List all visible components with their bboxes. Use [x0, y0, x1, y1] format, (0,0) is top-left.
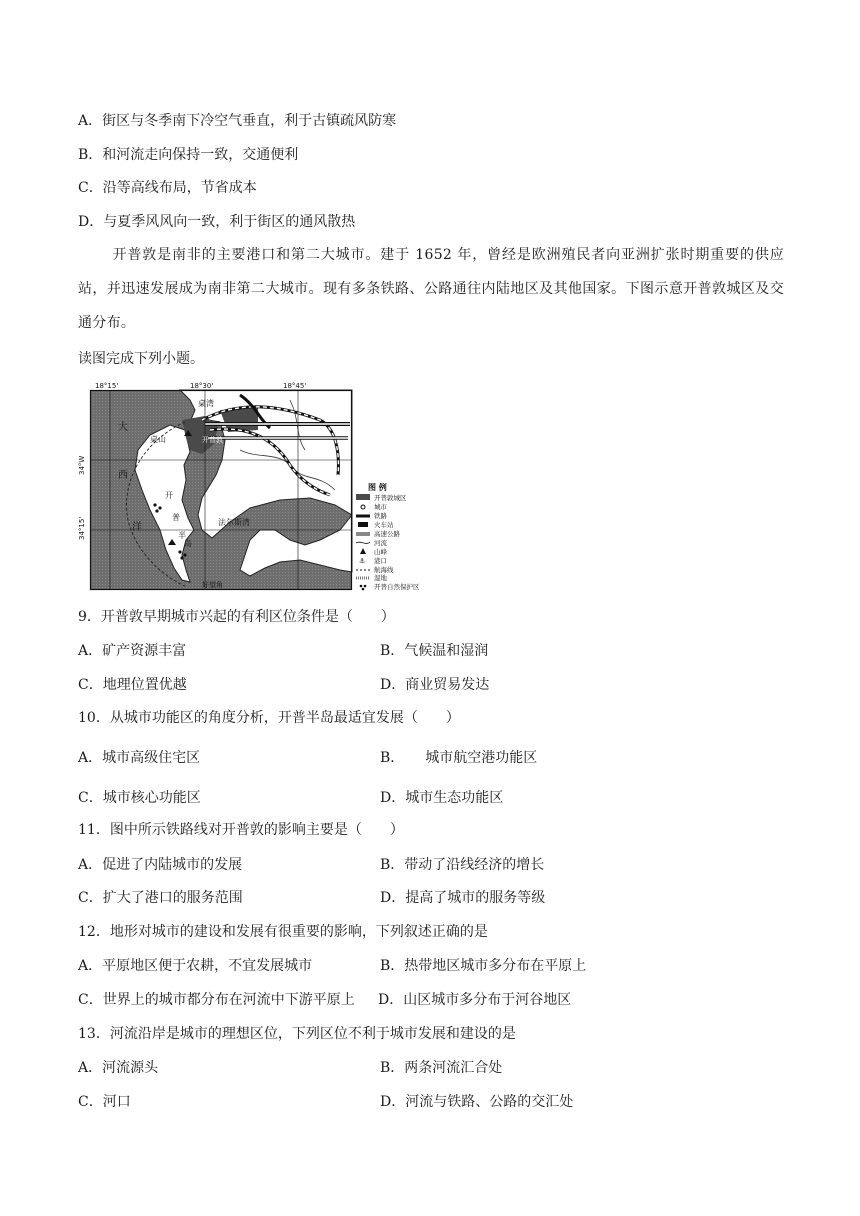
- legend-city: 城市: [374, 503, 387, 511]
- legend-city-area: 开普敦城区: [374, 494, 407, 502]
- legend-port: 港口: [374, 557, 387, 565]
- q10-option-d: D．城市生态功能区: [380, 790, 504, 806]
- legend-reserve: 开普自然保护区: [374, 583, 420, 591]
- label-peninsula-4: 岛: [184, 539, 192, 548]
- q13-stem: 13．河流沿岸是城市的理想区位，下列区位不利于城市发展和建设的是: [78, 1026, 516, 1042]
- label-table-mountain: 桌山: [150, 435, 166, 444]
- label-ocean-3: 洋: [132, 522, 142, 533]
- q10-option-a: A．城市高级住宅区: [78, 750, 201, 766]
- q12-option-a: A．平原地区便于农耕，不宜发展城市: [78, 958, 313, 974]
- q9-option-b: B．气候温和湿润: [380, 643, 489, 659]
- q13-option-b: B．两条河流汇合处: [380, 1060, 503, 1076]
- label-table-bay: 桌湾: [198, 399, 214, 408]
- q13-option-a: A．河流源头: [78, 1060, 159, 1076]
- q10-stem: 10．从城市功能区的角度分析，开普半岛最适宜发展（ ）: [78, 710, 460, 726]
- lat-label-1: 34°W: [78, 455, 86, 475]
- q10-option-c: C．城市核心功能区: [78, 790, 201, 806]
- legend-wetland: 湿地: [374, 574, 387, 582]
- q13-option-d: D．河流与铁路、公路的交汇处: [380, 1094, 574, 1110]
- instruction: 读图完成下列小题。: [78, 351, 204, 367]
- q12-stem: 12．地形对城市的建设和发展有很重要的影响，下列叙述正确的是: [78, 924, 488, 940]
- legend-swatch-reserve: [360, 585, 363, 588]
- legend-swatch-station: [358, 522, 368, 527]
- label-cape-of-good-hope: 好望角: [202, 581, 223, 589]
- label-ocean-1: 大: [118, 422, 128, 433]
- q11-option-a: A．促进了内陆城市的发展: [78, 857, 243, 873]
- label-peninsula-3: 半: [178, 531, 186, 540]
- lat-label-2: 34°15': [78, 516, 86, 540]
- q11-stem: 11．图中所示铁路线对开普敦的影响主要是（ ）: [78, 822, 404, 838]
- q12-option-c: C．世界上的城市都分布在河流中下游平原上: [78, 992, 355, 1008]
- label-false-bay: 法尔斯湾: [218, 518, 250, 527]
- q11-option-c: C．扩大了港口的服务范围: [78, 890, 243, 906]
- passage-text: 开普敦是南非的主要港口和第二大城市。建于 1652 年，曾经是欧洲殖民者向亚洲扩张时期重要的供应站，并迅速发展成为南非第二大城市。现有多条铁路、公路通往内陆地区及其他国家。下图示意开普敦城区及交通分布。: [78, 247, 784, 331]
- label-peninsula-1: 开: [165, 491, 173, 500]
- anchor-icon: ⚓: [359, 557, 366, 565]
- legend-river: 河流: [374, 539, 387, 547]
- q12-option-d: D．山区城市多分布于河谷地区: [378, 992, 572, 1008]
- legend-route: 航海线: [374, 566, 394, 574]
- lon-label-3: 18°45': [283, 382, 307, 390]
- q11-option-d: D．提高了城市的服务等级: [380, 890, 546, 906]
- q9-stem: 9．开普敦早期城市兴起的有利区位条件是（ ）: [78, 609, 395, 625]
- legend-highway: 高速公路: [374, 530, 400, 538]
- q9-option-d: D．商业贸易发达: [380, 677, 490, 693]
- lon-label-2: 18°30': [190, 382, 214, 390]
- q8-option-d: D．与夏季风风向一致，利于街区的通风散热: [78, 214, 356, 230]
- q8-option-c: C．沿等高线布局，节省成本: [78, 180, 257, 196]
- label-ocean-2: 西: [118, 470, 128, 481]
- legend-swatch-city: [361, 505, 365, 509]
- label-peninsula-2: 普: [172, 513, 180, 522]
- legend-railway: 铁路: [374, 512, 387, 520]
- map-legend: [356, 482, 420, 591]
- label-cape-town: 开普敦: [202, 436, 223, 444]
- legend-swatch-peak: [360, 548, 366, 554]
- legend-station: 火车站: [374, 521, 394, 529]
- q13-option-c: C．河口: [78, 1094, 131, 1110]
- passage: [78, 238, 784, 340]
- legend-swatch-river: [356, 542, 370, 543]
- q8-option-b: B．和河流走向保持一致，交通便利: [78, 147, 299, 163]
- legend-peak: 山峰: [374, 548, 387, 556]
- legend-swatch-city-area: [356, 494, 370, 500]
- q9-option-a: A．矿产资源丰富: [78, 643, 187, 659]
- q12-option-b: B．热带地区城市多分布在平原上: [380, 958, 587, 974]
- lon-label-1: 18°15': [95, 382, 119, 390]
- cape-town-map: [78, 380, 465, 592]
- q8-option-a: A．街区与冬季南下冷空气垂直，利于古镇疏风防寒: [78, 113, 397, 129]
- q10-option-b: B． 城市航空港功能区: [380, 750, 538, 766]
- legend-title: 图 例: [368, 483, 387, 492]
- q11-option-b: B．带动了沿线经济的增长: [380, 857, 545, 873]
- q9-option-c: C．地理位置优越: [78, 677, 187, 693]
